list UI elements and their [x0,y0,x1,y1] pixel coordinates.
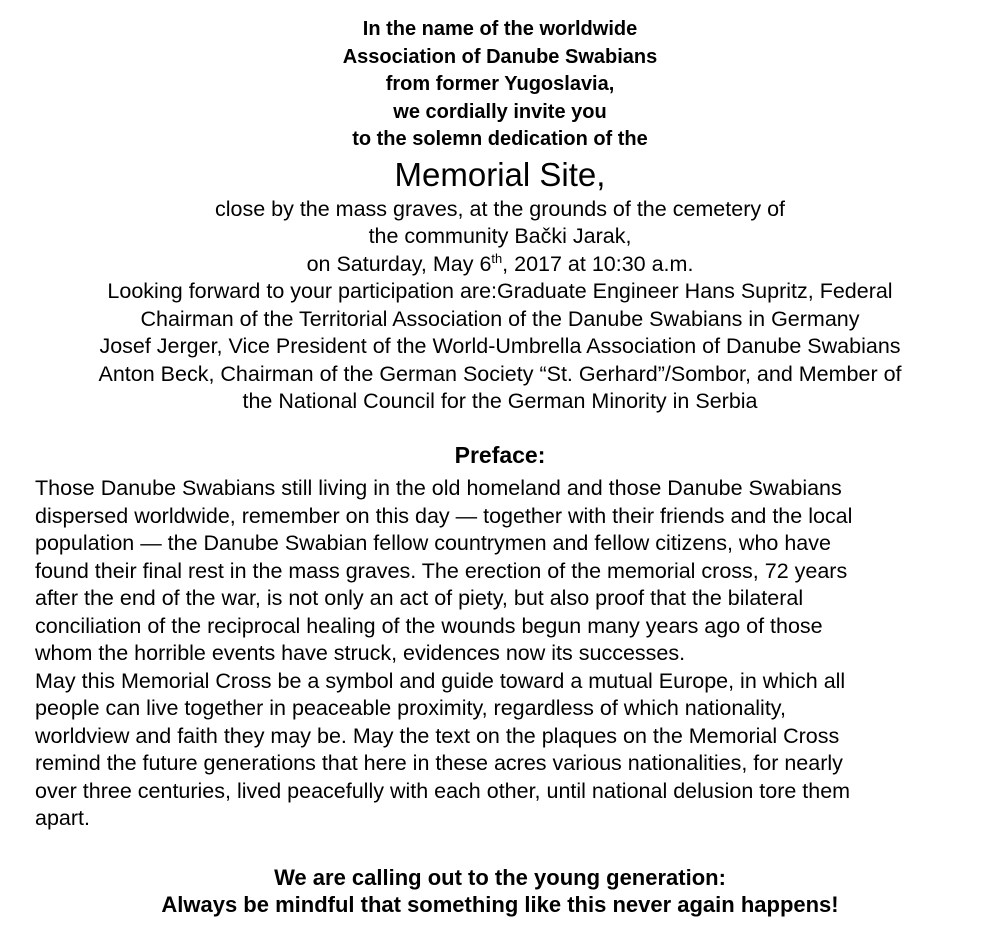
preface-paragraph-1-line: whom the horrible events have struck, evidences now its successes. [35,641,686,665]
preface-paragraph-1-line: after the end of the war, is not only an act of piety, but also proof that the bilateral [35,586,804,610]
closing-line-2: Always be mindful that something like this never again happens! [161,892,839,917]
location-line-2: the community Bački Jarak, [368,224,632,248]
date-line-suffix: , 2017 at 10:30 a.m. [502,251,694,276]
preface-paragraph-2-line: people can live together in peaceable proximity, regardless of which nationality, [35,696,786,720]
preface-paragraph-1-line: conciliation of the reciprocal healing of the wounds begun many years ago of those [35,613,823,638]
participants-line-3: Josef Jerger, Vice President of the World-Umbrella Association of Danube Swabians [99,334,901,358]
invitation-header-line-2: Association of Danube Swabians [342,45,658,68]
preface-paragraph-1-line: found their final rest in the mass graves. The erection of the memorial cross, 72 years [35,558,848,583]
event-location-block [30,196,970,279]
preface-paragraph-2-line: remind the future generations that here in these acres various nationalities, for nearly [35,751,843,775]
event-date-line [30,251,970,279]
location-line-1: close by the mass graves, at the grounds of the cemetery of [214,196,786,221]
preface-paragraph-1-line: population — the Danube Swabian fellow countrymen and fellow citizens, who have [35,531,831,555]
invitation-header-line-1: In the name of the worldwide [362,18,638,40]
preface-paragraph-2 [30,668,970,833]
preface-paragraph-2-line: apart. [35,806,90,830]
invitation-header-block [30,16,970,154]
participants-line-2: Chairman of the Territorial Association of the Danube Swabians in Germany [140,306,860,331]
closing-appeal-block [30,864,970,919]
preface-paragraph-2-line: May this Memorial Cross be a symbol and guide toward a mutual Europe, in which all [35,668,846,693]
participants-line-4: Anton Beck, Chairman of the German Society “St. Gerhard”/Sombor, and Member of [98,361,902,386]
invitation-header-line-3: from former Yugoslavia, [385,73,615,95]
preface-heading: Preface: [454,441,546,468]
date-line-prefix: on Saturday, May 6 [306,251,492,276]
closing-line-1: We are calling out to the young generation: [274,864,726,890]
preface-paragraph-1-line: Those Danube Swabians still living in the old homeland and those Danube Swabians [35,476,842,500]
participants-block [30,278,970,416]
participants-line-1: Looking forward to your participation are:Graduate Engineer Hans Supritz, Federal [107,279,893,303]
participants-line-5: the National Council for the German Minority in Serbia [242,389,758,413]
date-ordinal-superscript: th [491,250,503,266]
invitation-header-line-4: we cordially invite you [393,100,607,123]
preface-paragraph-1-line: dispersed worldwide, remember on this day — together with their friends and the local [35,503,853,528]
preface-paragraph-2-line: worldview and faith they may be. May the text on the plaques on the Memorial Cross [35,723,840,748]
preface-paragraph-2-line: over three centuries, lived peacefully with each other, until national delusion tore them [35,778,851,803]
memorial-site-title: Memorial Site, [394,155,606,193]
invitation-header-line-5: to the solemn dedication of the [352,128,648,150]
preface-paragraph-1 [30,475,970,668]
